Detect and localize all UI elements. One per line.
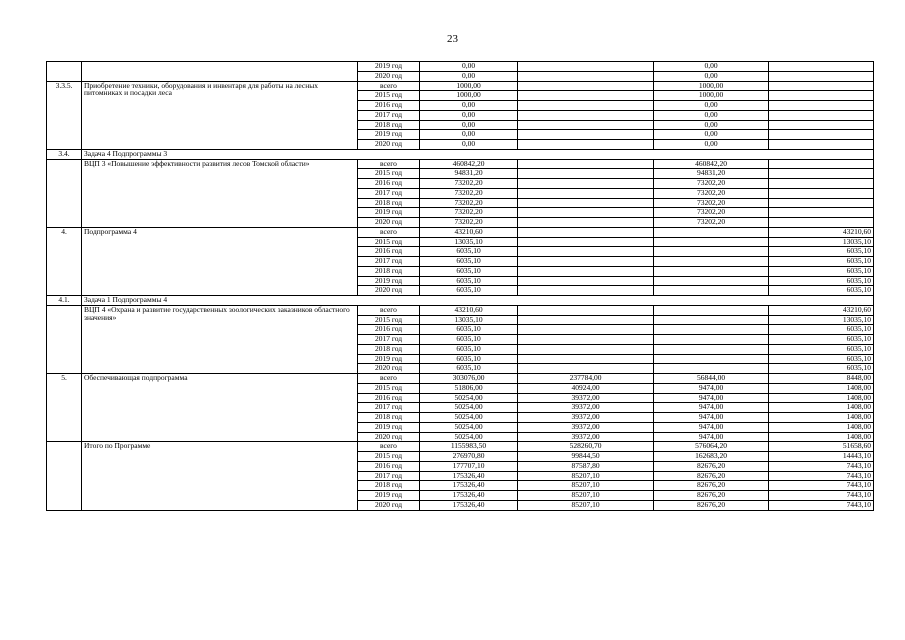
federal-cell <box>518 110 654 120</box>
period-cell: всего <box>358 227 420 237</box>
period-cell: 2017 год <box>358 471 420 481</box>
other-cell: 51658,60 <box>769 442 874 452</box>
federal-cell <box>518 266 654 276</box>
period-cell: 2020 год <box>358 286 420 296</box>
total-cell: 6035,10 <box>420 354 518 364</box>
total-cell: 50254,00 <box>420 422 518 432</box>
item-number <box>47 159 82 227</box>
total-cell: 0,00 <box>420 120 518 130</box>
period-cell: всего <box>358 159 420 169</box>
regional-cell: 56844,00 <box>654 374 769 384</box>
section-header-row <box>47 149 874 159</box>
other-cell: 7443,10 <box>769 481 874 491</box>
total-cell: 73202,20 <box>420 218 518 228</box>
other-cell: 1408,00 <box>769 413 874 423</box>
item-name: Обеспечивающая подпрограмма <box>82 374 358 442</box>
regional-cell: 576064,20 <box>654 442 769 452</box>
federal-cell <box>518 198 654 208</box>
period-cell: 2018 год <box>358 344 420 354</box>
item-number: 3.3.5. <box>47 81 82 149</box>
federal-cell: 40924,00 <box>518 383 654 393</box>
federal-cell <box>518 286 654 296</box>
total-cell: 43210,60 <box>420 305 518 315</box>
other-cell: 1408,00 <box>769 432 874 442</box>
period-cell: 2018 год <box>358 120 420 130</box>
regional-cell: 82676,20 <box>654 471 769 481</box>
period-cell: 2015 год <box>358 315 420 325</box>
federal-cell <box>518 325 654 335</box>
total-cell: 6035,10 <box>420 286 518 296</box>
regional-cell: 1000,00 <box>654 81 769 91</box>
federal-cell <box>518 140 654 150</box>
period-cell: 2017 год <box>358 403 420 413</box>
period-cell: 2018 год <box>358 198 420 208</box>
period-cell: 2018 год <box>358 266 420 276</box>
total-cell: 276970,80 <box>420 452 518 462</box>
other-cell <box>769 159 874 169</box>
federal-cell <box>518 101 654 111</box>
federal-cell <box>518 159 654 169</box>
period-cell: всего <box>358 305 420 315</box>
regional-cell: 0,00 <box>654 120 769 130</box>
federal-cell <box>518 188 654 198</box>
total-cell: 177707,10 <box>420 461 518 471</box>
federal-cell <box>518 62 654 72</box>
other-cell <box>769 130 874 140</box>
federal-cell <box>518 130 654 140</box>
item-number <box>47 305 82 373</box>
other-cell: 6035,10 <box>769 335 874 345</box>
period-cell: 2015 год <box>358 452 420 462</box>
period-cell: 2020 год <box>358 218 420 228</box>
total-cell: 0,00 <box>420 101 518 111</box>
federal-cell: 85207,10 <box>518 500 654 510</box>
regional-cell <box>654 276 769 286</box>
period-cell: 2019 год <box>358 422 420 432</box>
item-number: 4. <box>47 227 82 295</box>
other-cell: 6035,10 <box>769 354 874 364</box>
federal-cell <box>518 91 654 101</box>
other-cell: 7443,10 <box>769 491 874 501</box>
item-name: ВЦП 4 «Охрана и развитие государственных зоологических заказников областного значения» <box>82 305 358 373</box>
regional-cell: 1000,00 <box>654 91 769 101</box>
total-cell: 6035,10 <box>420 276 518 286</box>
federal-cell: 39372,00 <box>518 403 654 413</box>
regional-cell: 9474,00 <box>654 432 769 442</box>
federal-cell <box>518 247 654 257</box>
other-cell: 13035,10 <box>769 315 874 325</box>
period-cell: 2019 год <box>358 276 420 286</box>
other-cell: 13035,10 <box>769 237 874 247</box>
other-cell: 1408,00 <box>769 403 874 413</box>
federal-cell: 99844,50 <box>518 452 654 462</box>
item-name: Итого по Программе <box>82 442 358 510</box>
other-cell: 14443,10 <box>769 452 874 462</box>
regional-cell <box>654 354 769 364</box>
regional-cell: 0,00 <box>654 62 769 72</box>
other-cell: 6035,10 <box>769 257 874 267</box>
regional-cell: 73202,20 <box>654 179 769 189</box>
item-number <box>47 62 82 82</box>
total-cell: 6035,10 <box>420 247 518 257</box>
total-cell: 175326,40 <box>420 500 518 510</box>
period-cell: 2020 год <box>358 364 420 374</box>
regional-cell <box>654 305 769 315</box>
other-cell: 6035,10 <box>769 364 874 374</box>
item-name: Приобретение техники, оборудования и инвентаря для работы на лесных питомниках и посадки леса <box>82 81 358 149</box>
regional-cell <box>654 247 769 257</box>
total-cell: 0,00 <box>420 130 518 140</box>
other-cell: 6035,10 <box>769 344 874 354</box>
total-cell: 50254,00 <box>420 403 518 413</box>
total-cell: 94831,20 <box>420 169 518 179</box>
other-cell <box>769 198 874 208</box>
total-cell: 175326,40 <box>420 471 518 481</box>
other-cell: 8448,00 <box>769 374 874 384</box>
federal-cell: 39372,00 <box>518 413 654 423</box>
regional-cell <box>654 335 769 345</box>
regional-cell <box>654 266 769 276</box>
table-row <box>47 159 874 169</box>
total-cell: 175326,40 <box>420 491 518 501</box>
period-cell: 2017 год <box>358 257 420 267</box>
other-cell <box>769 169 874 179</box>
section-header-row <box>47 296 874 306</box>
total-cell: 73202,20 <box>420 188 518 198</box>
federal-cell <box>518 305 654 315</box>
period-cell: 2015 год <box>358 237 420 247</box>
total-cell: 6035,10 <box>420 335 518 345</box>
federal-cell <box>518 354 654 364</box>
other-cell <box>769 101 874 111</box>
federal-cell <box>518 71 654 81</box>
regional-cell: 82676,20 <box>654 500 769 510</box>
item-number <box>47 442 82 510</box>
regional-cell: 460842,20 <box>654 159 769 169</box>
federal-cell <box>518 81 654 91</box>
other-cell <box>769 140 874 150</box>
other-cell <box>769 188 874 198</box>
page-number: 23 <box>447 33 458 45</box>
total-cell: 460842,20 <box>420 159 518 169</box>
table-row <box>47 81 874 91</box>
regional-cell: 0,00 <box>654 101 769 111</box>
other-cell <box>769 91 874 101</box>
other-cell: 1408,00 <box>769 393 874 403</box>
total-cell: 0,00 <box>420 140 518 150</box>
total-cell: 73202,20 <box>420 208 518 218</box>
total-cell: 1000,00 <box>420 91 518 101</box>
regional-cell <box>654 237 769 247</box>
regional-cell: 9474,00 <box>654 413 769 423</box>
total-cell: 0,00 <box>420 110 518 120</box>
total-cell: 6035,10 <box>420 364 518 374</box>
total-cell: 51806,00 <box>420 383 518 393</box>
total-cell: 1000,00 <box>420 81 518 91</box>
total-cell: 73202,20 <box>420 179 518 189</box>
item-name: Подпрограмма 4 <box>82 227 358 295</box>
federal-cell <box>518 237 654 247</box>
regional-cell: 73202,20 <box>654 188 769 198</box>
federal-cell: 237784,00 <box>518 374 654 384</box>
total-cell: 6035,10 <box>420 325 518 335</box>
other-cell: 1408,00 <box>769 383 874 393</box>
total-cell: 50254,00 <box>420 432 518 442</box>
regional-cell: 0,00 <box>654 110 769 120</box>
item-name <box>82 62 358 82</box>
table-row <box>47 227 874 237</box>
period-cell: 2019 год <box>358 354 420 364</box>
total-cell: 303076,00 <box>420 374 518 384</box>
regional-cell: 9474,00 <box>654 403 769 413</box>
federal-cell: 85207,10 <box>518 481 654 491</box>
other-cell <box>769 81 874 91</box>
section-number: 3.4. <box>47 149 82 159</box>
table-row <box>47 442 874 452</box>
federal-cell: 39372,00 <box>518 393 654 403</box>
other-cell <box>769 110 874 120</box>
regional-cell: 94831,20 <box>654 169 769 179</box>
total-cell: 0,00 <box>420 62 518 72</box>
total-cell: 13035,10 <box>420 237 518 247</box>
federal-cell: 85207,10 <box>518 491 654 501</box>
regional-cell: 162683,20 <box>654 452 769 462</box>
other-cell <box>769 208 874 218</box>
federal-cell: 39372,00 <box>518 432 654 442</box>
regional-cell <box>654 257 769 267</box>
period-cell: 2017 год <box>358 188 420 198</box>
federal-cell <box>518 335 654 345</box>
regional-cell: 82676,20 <box>654 461 769 471</box>
other-cell <box>769 218 874 228</box>
other-cell: 7443,10 <box>769 500 874 510</box>
total-cell: 6035,10 <box>420 344 518 354</box>
federal-cell <box>518 227 654 237</box>
federal-cell: 87587,80 <box>518 461 654 471</box>
table-row <box>47 374 874 384</box>
period-cell: всего <box>358 374 420 384</box>
total-cell: 1155983,50 <box>420 442 518 452</box>
federal-cell <box>518 218 654 228</box>
federal-cell <box>518 276 654 286</box>
other-cell: 43210,60 <box>769 227 874 237</box>
section-title: Задача 1 Подпрограммы 4 <box>82 296 874 306</box>
other-cell <box>769 179 874 189</box>
total-cell: 6035,10 <box>420 266 518 276</box>
other-cell: 6035,10 <box>769 247 874 257</box>
period-cell: всего <box>358 81 420 91</box>
period-cell: 2016 год <box>358 461 420 471</box>
total-cell: 43210,60 <box>420 227 518 237</box>
section-title: Задача 4 Подпрограммы 3 <box>82 149 874 159</box>
period-cell: 2017 год <box>358 110 420 120</box>
regional-cell <box>654 315 769 325</box>
other-cell: 6035,10 <box>769 276 874 286</box>
period-cell: 2016 год <box>358 325 420 335</box>
section-number: 4.1. <box>47 296 82 306</box>
period-cell: 2016 год <box>358 101 420 111</box>
other-cell: 43210,60 <box>769 305 874 315</box>
period-cell: 2018 год <box>358 481 420 491</box>
regional-cell: 0,00 <box>654 71 769 81</box>
regional-cell: 73202,20 <box>654 198 769 208</box>
regional-cell: 9474,00 <box>654 422 769 432</box>
other-cell: 6035,10 <box>769 266 874 276</box>
federal-cell <box>518 315 654 325</box>
federal-cell <box>518 169 654 179</box>
federal-cell <box>518 120 654 130</box>
period-cell: 2017 год <box>358 335 420 345</box>
other-cell: 7443,10 <box>769 471 874 481</box>
other-cell: 1408,00 <box>769 422 874 432</box>
other-cell <box>769 120 874 130</box>
other-cell: 6035,10 <box>769 286 874 296</box>
federal-cell: 528260,70 <box>518 442 654 452</box>
item-name: ВЦП 3 «Повышение эффективности развития лесов Томской области» <box>82 159 358 227</box>
federal-cell: 85207,10 <box>518 471 654 481</box>
regional-cell <box>654 364 769 374</box>
total-cell: 73202,20 <box>420 198 518 208</box>
regional-cell <box>654 286 769 296</box>
total-cell: 175326,40 <box>420 481 518 491</box>
regional-cell <box>654 325 769 335</box>
other-cell: 7443,10 <box>769 461 874 471</box>
federal-cell <box>518 344 654 354</box>
regional-cell: 73202,20 <box>654 208 769 218</box>
regional-cell <box>654 227 769 237</box>
period-cell: 2019 год <box>358 491 420 501</box>
total-cell: 0,00 <box>420 71 518 81</box>
budget-table <box>46 61 874 511</box>
regional-cell <box>654 344 769 354</box>
total-cell: 6035,10 <box>420 257 518 267</box>
period-cell: 2018 год <box>358 413 420 423</box>
period-cell: 2016 год <box>358 179 420 189</box>
federal-cell <box>518 208 654 218</box>
total-cell: 50254,00 <box>420 413 518 423</box>
period-cell: 2019 год <box>358 208 420 218</box>
period-cell: 2016 год <box>358 247 420 257</box>
table-row <box>47 62 874 72</box>
federal-cell <box>518 179 654 189</box>
total-cell: 50254,00 <box>420 393 518 403</box>
period-cell: 2020 год <box>358 500 420 510</box>
regional-cell: 0,00 <box>654 130 769 140</box>
regional-cell: 82676,20 <box>654 491 769 501</box>
period-cell: 2020 год <box>358 432 420 442</box>
federal-cell: 39372,00 <box>518 422 654 432</box>
period-cell: 2020 год <box>358 140 420 150</box>
other-cell: 6035,10 <box>769 325 874 335</box>
federal-cell <box>518 364 654 374</box>
period-cell: 2019 год <box>358 130 420 140</box>
period-cell: 2015 год <box>358 169 420 179</box>
other-cell <box>769 62 874 72</box>
other-cell <box>769 71 874 81</box>
period-cell: всего <box>358 442 420 452</box>
regional-cell: 9474,00 <box>654 393 769 403</box>
regional-cell: 0,00 <box>654 140 769 150</box>
table-row <box>47 305 874 315</box>
regional-cell: 9474,00 <box>654 383 769 393</box>
federal-cell <box>518 257 654 267</box>
period-cell: 2016 год <box>358 393 420 403</box>
total-cell: 13035,10 <box>420 315 518 325</box>
period-cell: 2015 год <box>358 383 420 393</box>
regional-cell: 82676,20 <box>654 481 769 491</box>
period-cell: 2020 год <box>358 71 420 81</box>
period-cell: 2019 год <box>358 62 420 72</box>
regional-cell: 73202,20 <box>654 218 769 228</box>
item-number: 5. <box>47 374 82 442</box>
period-cell: 2015 год <box>358 91 420 101</box>
